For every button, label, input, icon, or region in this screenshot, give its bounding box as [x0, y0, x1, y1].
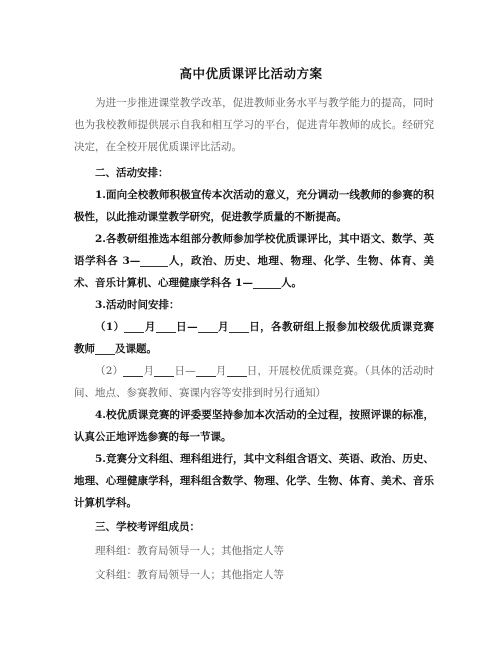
section-3-heading: 三、学校考评组成员：	[95, 521, 200, 533]
arrangement-item-2	[74, 228, 434, 294]
schedule-2-month: 月	[143, 365, 155, 377]
teacher-blank	[95, 340, 115, 355]
schedule-item-2	[74, 360, 434, 404]
item-2-text-b: 人，政治、历史、地理、物理、化学、生物、体育、美术、音乐计算机、心理健康学科各 1—	[74, 255, 434, 289]
schedule-1-text: 日，各教研组上报参加校级优质课竞赛教师	[74, 321, 435, 355]
month-blank	[198, 318, 218, 333]
schedule-item-1	[74, 316, 434, 360]
item-2-text-c: 人。	[280, 277, 302, 289]
item-2-text-a: 2.各教研组推选本组部分教师参加学校优质课评比，其中语文、数学、英语学科各 3—	[74, 233, 434, 267]
count-blank-2	[253, 274, 281, 289]
schedule-2-month-2: 月	[215, 365, 227, 377]
schedule-2-prefix: （2）	[95, 365, 124, 377]
arts-group-line: 文科组：教育局领导一人；其他指定人等	[95, 569, 284, 581]
science-group-line: 理科组：教育局领导一人；其他指定人等	[95, 545, 284, 557]
arrangement-item-4: 4.校优质课竞赛的评委要坚持参加本次活动的全过程，按照评课的标准，认真公正地评选参赛的每一节课。	[74, 409, 434, 443]
document-title: 高中优质课评比活动方案	[179, 66, 323, 81]
schedule-1-month: 月	[144, 321, 156, 333]
day-blank	[154, 362, 174, 377]
month-blank	[124, 318, 144, 333]
schedule-1-month-2: 月	[217, 321, 229, 333]
month-blank	[196, 362, 216, 377]
day-blank	[229, 318, 249, 333]
section-2-heading: 二、活动安排：	[95, 167, 169, 179]
day-blank	[156, 318, 176, 333]
month-blank	[123, 362, 143, 377]
arrangement-item-5: 5.竞赛分文科组、理科组进行，其中文科组含语文、英语、政治、历史、地理、心理健康学科，理科组含数学、物理、化学、生物、体育、美术、音乐计算机学科。	[74, 453, 434, 509]
day-blank	[227, 362, 247, 377]
intro-paragraph: 为进一步推进课堂教学改革，促进教师业务水平与教学能力的提高，同时也为我校教师提供展示自我和相互学习的平台，促进青年教师的成长。经研究决定，在全校开展优质课评比活动。	[74, 97, 434, 153]
count-blank-1	[140, 252, 168, 267]
arrangement-item-3-heading: 3.活动时间安排：	[95, 299, 180, 311]
schedule-2-day-to: 日—	[174, 365, 196, 377]
schedule-1-day-to: 日—	[175, 321, 198, 333]
arrangement-item-1: 1.面向全校教师积极宣传本次活动的意义，充分调动一线教师的参赛的积极性，以此推动课堂教学研究，促进教学质量的不断提高。	[74, 189, 434, 223]
schedule-1-prefix: （1）	[95, 321, 125, 333]
schedule-2-text: 日，开展校优质课竞赛。（具体的活动时间、地点、参赛教师、赛课内容等安排到时另行通知）	[74, 365, 435, 399]
schedule-1-suffix: 及课题。	[115, 343, 157, 355]
